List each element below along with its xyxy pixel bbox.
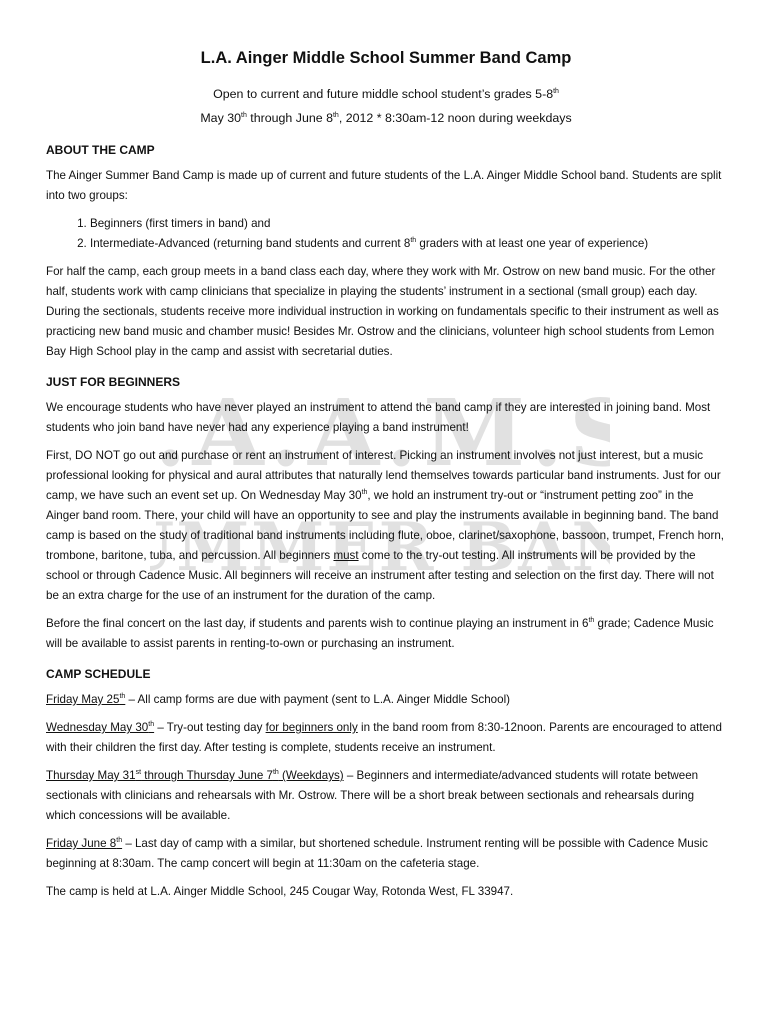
document-content — [46, 48, 726, 910]
schedule-date: Wednesday May 30th — [46, 721, 155, 734]
beginners-p1: We encourage students who have never played an instrument to attend the band camp if they are interested in joining band. Most students who join band have never had any experience playing a band instrument! — [46, 401, 711, 434]
schedule-entry-june8: Friday June 8th – Last day of camp with a similar, but shortened schedule. Instrument renting will be possible with Cadence Music beginning at 8:30am. The camp concert will begin at 11:30am on the cafeteria stage. — [46, 837, 708, 870]
subtitle-dates: May 30th through June 8th, 2012 * 8:30am-12 noon during weekdays — [200, 111, 572, 125]
beginners-p3: Before the final concert on the last day, if students and parents wish to continue playing an instrument in 6th grade; Cadence Music will be available to assist parents in renting-to-own or purchasing an instrument. — [46, 617, 714, 650]
group-item-intermediate: 2. Intermediate-Advanced (returning band students and current 8th graders with at least one year of experience) — [90, 234, 726, 254]
watermark-line1: .A.A.M.S — [154, 379, 610, 487]
group-item-beginners: 1. Beginners (first timers in band) and — [90, 214, 726, 234]
about-intro: The Ainger Summer Band Camp is made up of current and future students of the L.A. Ainger Middle School band. Students are split into two groups: — [46, 169, 722, 202]
groups-list — [46, 214, 726, 254]
schedule-date: Friday May 25th — [46, 693, 126, 706]
about-details: For half the camp, each group meets in a band class each day, where they work with Mr. Ostrow on new band music. For the other half, students work with camp clinicians that specialize in playing the students’ instrument in a sectional (small group) each day. During the sectionals, students receive more individual instruction in working on fundamentals specific to their instrument as well as practicing new band music and chamber music! Besides Mr. Ostrow and the clinicians, volunteer high school students from Lemon Bay High School play in the camp and assist with secretarial duties. — [46, 265, 719, 358]
beginners-heading: JUST FOR BEGINNERS — [46, 375, 181, 389]
schedule-entry-may25: Friday May 25th – All camp forms are due with payment (sent to L.A. Ainger Middle School) — [46, 693, 511, 706]
page-title: L.A. Ainger Middle School Summer Band Camp — [200, 49, 572, 67]
beginners-p2: First, DO NOT go out and purchase or rent an instrument of interest. Picking an instrument involves not just interest, but a music professional looking for physical and aural attributes that naturally lend themselves towards particular band instruments. Just for our camp, we have such an event set up. On Wednesday May 30th, we hold an instrument try-out or “instrument petting zoo” in the Ainger band room. There, your child will have an opportunity to see and play the instruments available in beginning band. The band camp is based on the study of traditional band instruments including flute, oboe, clarinet/saxophone, bassoon, trumpet, French horn, trombone, baritone, tuba, and percussion. All beginners must come to the try-out testing. All instruments will be provided by the school or through Cadence Music. All beginners will receive an instrument after testing and selection on the first day. There will not be an extra charge for the use of an instrument for the duration of the camp. — [46, 449, 724, 602]
camp-location: The camp is held at L.A. Ainger Middle School, 245 Cougar Way, Rotonda West, FL 33947. — [46, 885, 514, 898]
schedule-entry-may30: Wednesday May 30th – Try-out testing day for beginners only in the band room from 8:30-12noon. Parents are encouraged to attend with their children the first day. After testing is complete, students receive an instrument. — [46, 721, 722, 754]
must-emphasis: must — [333, 549, 359, 562]
schedule-date: Thursday May 31st through Thursday June 7th (Weekdays) — [46, 769, 344, 782]
about-heading: ABOUT THE CAMP — [46, 143, 155, 157]
schedule-heading: CAMP SCHEDULE — [46, 667, 151, 681]
watermark-line2: MMER BAN — [176, 508, 610, 586]
subtitle-grades: Open to current and future middle school student’s grades 5-8th — [213, 87, 559, 101]
schedule-date: Friday June 8th — [46, 837, 123, 850]
schedule-entry-may31: Thursday May 31st through Thursday June 7th (Weekdays) – Beginners and intermediate/advanced students will rotate between sectionals with clinicians and rehearsals with Mr. Ostrow. There will be a short break between sectionals and rehearsals during which concessions will be available. — [46, 769, 699, 822]
